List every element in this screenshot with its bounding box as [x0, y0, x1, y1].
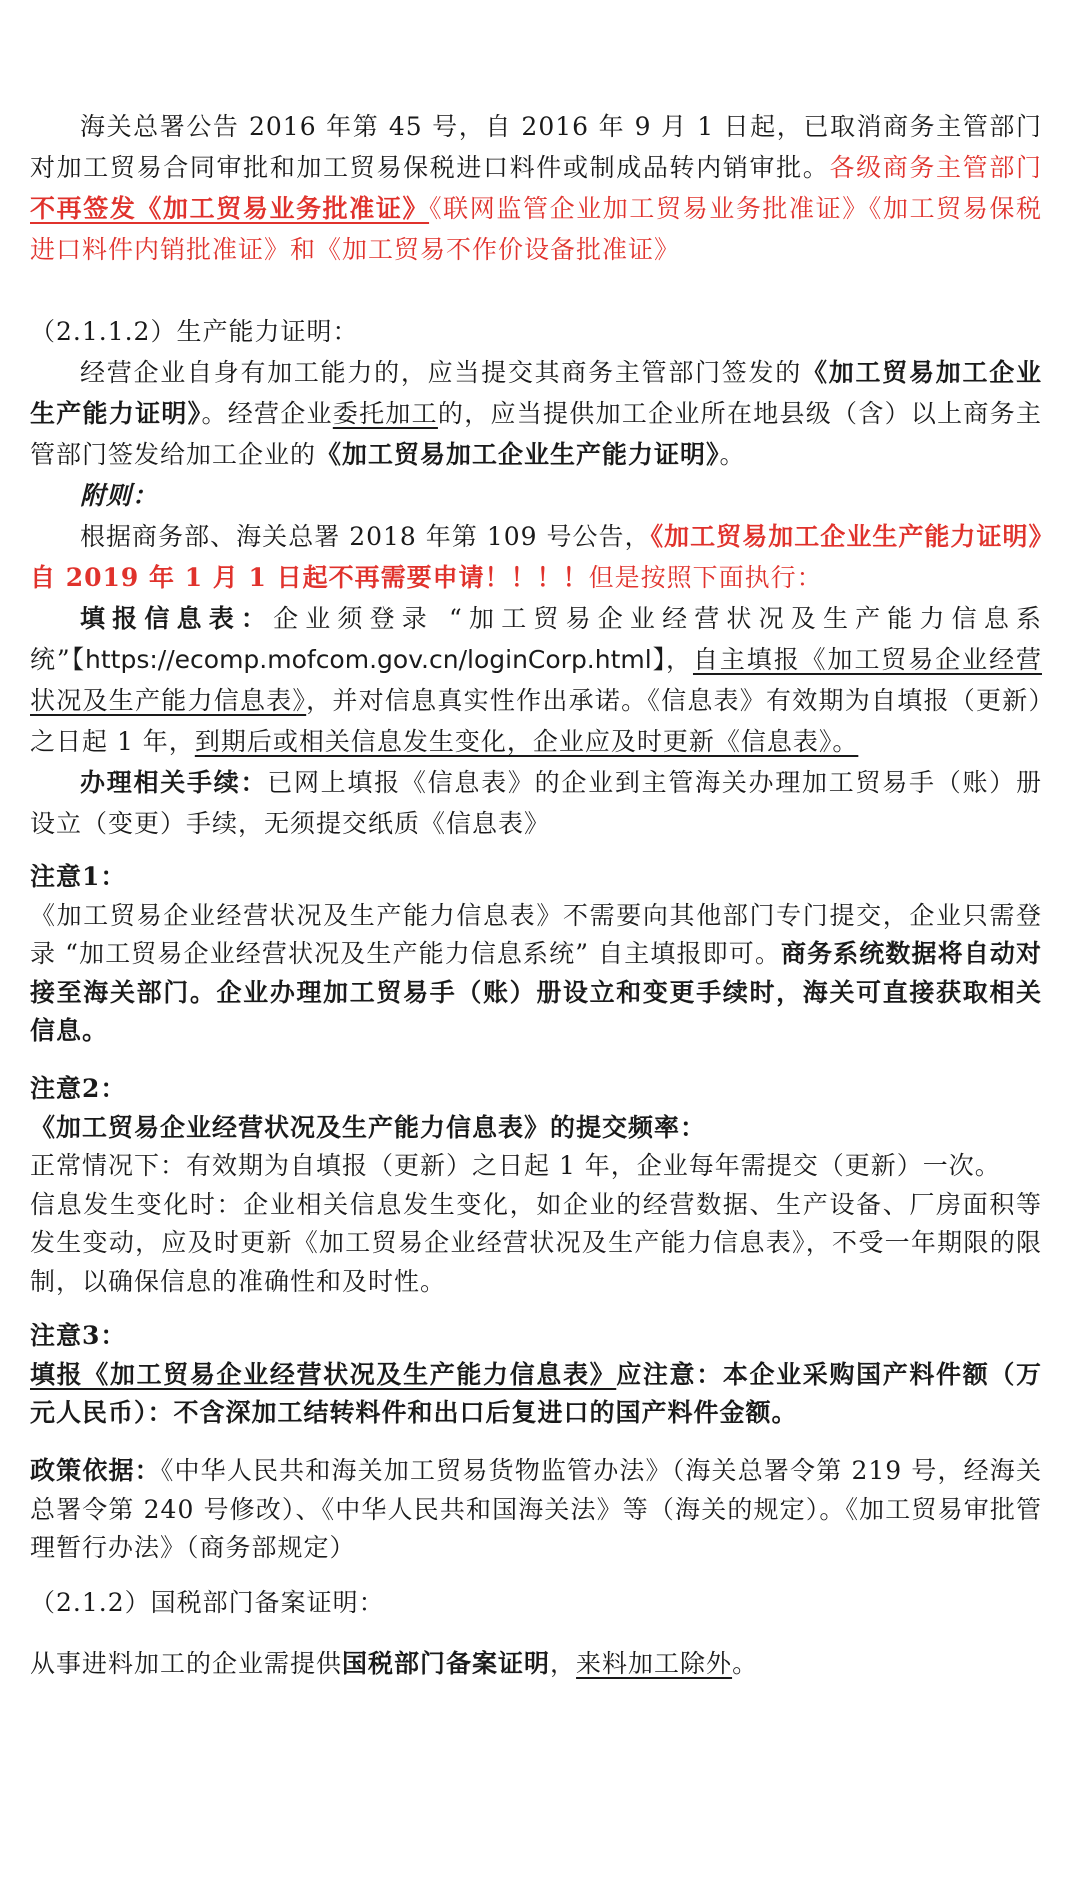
note-title: 注意2：: [30, 1074, 127, 1103]
text: ，: [666, 645, 693, 674]
heading-tax-filing: （2.1.2）国税部门备案证明：: [30, 1588, 385, 1617]
note-title: 注意3：: [30, 1321, 127, 1350]
note-2: [30, 1070, 1042, 1301]
bold-label: 政策依据：: [30, 1456, 161, 1485]
paragraph-procedures: [30, 762, 1042, 844]
underlined-text: 来料加工除外: [576, 1649, 733, 1678]
text: 根据商务部、海关总署 2018 年第 109 号公告，: [80, 522, 651, 551]
text: 从事进料加工的企业需提供: [30, 1649, 343, 1678]
underlined-text: 到期后或相关信息发生变化，企业应及时更新《信息表》。: [194, 727, 859, 756]
bold-label: 填报信息表：: [80, 604, 274, 633]
text: 经营企业自身有加工能力的，应当提交其商务主管部门签发的: [80, 358, 803, 387]
text: 。: [732, 1649, 759, 1678]
bold-text: 商务系统数据将自动对接至海关部门。企业办理加工贸易手（账）册设立和变更手续时，海关可直接获取相关信息。: [30, 939, 1042, 1045]
red-bold-underline-text: 不再签发《加工贸易业务批准证》: [30, 194, 430, 223]
paragraph-cancel-approval: [30, 106, 1042, 270]
underlined-text: 自主填报《加工贸易企业经营状况及生产能力信息表》: [30, 645, 1042, 715]
bold-text: 《加工贸易加工企业生产能力证明》: [316, 440, 720, 469]
bold-underline-text: 填报《加工贸易企业经营状况及生产能力信息表》: [30, 1359, 617, 1389]
underlined-text: 委托加工: [332, 399, 438, 428]
note-1: [30, 858, 1042, 1051]
paragraph-fill-info-form: [30, 598, 1042, 762]
heading-production-capacity: （2.1.1.2）生产能力证明：: [30, 317, 359, 346]
note-title: 注意1：: [30, 862, 127, 891]
note-subtitle: 《加工贸易企业经营状况及生产能力信息表》的提交频率：: [30, 1112, 707, 1142]
red-bold-text: 《加工贸易加工企业生产能力证明》自 2019 年 1 月 1 日起不再需要申请！！！！: [30, 522, 1042, 592]
text: 。: [719, 440, 746, 469]
bold-label: 办理相关手续：: [80, 768, 268, 797]
bold-text: 国税部门备案证明: [342, 1649, 551, 1678]
policy-basis: [30, 1452, 1042, 1568]
bold-text: 《加工贸易加工企业生产能力证明》: [30, 358, 1042, 428]
paragraph-announcement-109: [30, 516, 1042, 598]
red-text: 《联网监管企业加工贸易业务批准证》《加工贸易保税进口料件内销批准证》和《加工贸易不作价设备批准证》: [30, 194, 1042, 264]
text: ，: [550, 1649, 577, 1678]
text: 信息发生变化时：企业相关信息发生变化，如企业的经营数据、生产设备、厂房面积等发生变动，应及时更新《加工贸易企业经营状况及生产能力信息表》，不受一年期限的限制，以确保信息的准确性和及时性。: [30, 1189, 1042, 1296]
text: 海关总署公告 2016 年第 45 号，自 2016 年 9 月 1 日起，已取消商务主管部门对加工贸易合同审批和加工贸易保税进口料件或制成品转内销审批。: [30, 112, 1042, 182]
appendix-label: 附则：: [80, 481, 159, 510]
text: 已网上填报《信息表》的企业到主管海关办理加工贸易手（账）册设立（变更）手续，无须提交纸质《信息表》: [30, 768, 1042, 838]
paragraph-tax-filing: [30, 1643, 1042, 1684]
text: 《加工贸易企业经营状况及生产能力信息表》不需要向其他部门专门提交，企业只需登录 “加工贸易企业经营状况及生产能力信息系统” 自主填报即可。: [30, 900, 1042, 968]
bold-text: 应注意：本企业采购国产料件额（万元人民币）：不含深加工结转料件和出口后复进口的国产料件金额。: [30, 1359, 1042, 1427]
paragraph-production-capacity: [30, 352, 1042, 475]
red-text: 各级商务主管部门: [829, 153, 1042, 182]
text: 。经营企业: [201, 399, 333, 428]
text: 的，应当提供加工企业所在地县级（含）以上商务主管部门签发给加工企业的: [30, 399, 1042, 469]
text: 正常情况下：有效期为自填报（更新）之日起 1 年，企业每年需提交（更新）一次。: [30, 1151, 1001, 1180]
text: 企业须登录 “加工贸易企业经营状况及生产能力信息系统”: [30, 604, 1042, 674]
system-url-link[interactable]: 【https://ecomp.mofcom.gov.cn/loginCorp.html】: [70, 645, 667, 674]
note-3: [30, 1317, 1042, 1433]
text: 《中华人民共和海关加工贸易货物监管办法》（海关总署令第 219 号，经海关总署令第 240 号修改）、《中华人民共和国海关法》等（海关的规定）。《加工贸易审批管理暂行办法》（商务部规定）: [30, 1456, 1042, 1562]
red-text: 但是按照下面执行：: [588, 563, 823, 592]
text: ，并对信息真实性作出承诺。《信息表》有效期为自填报（更新）之日起 1 年，: [30, 686, 1042, 756]
